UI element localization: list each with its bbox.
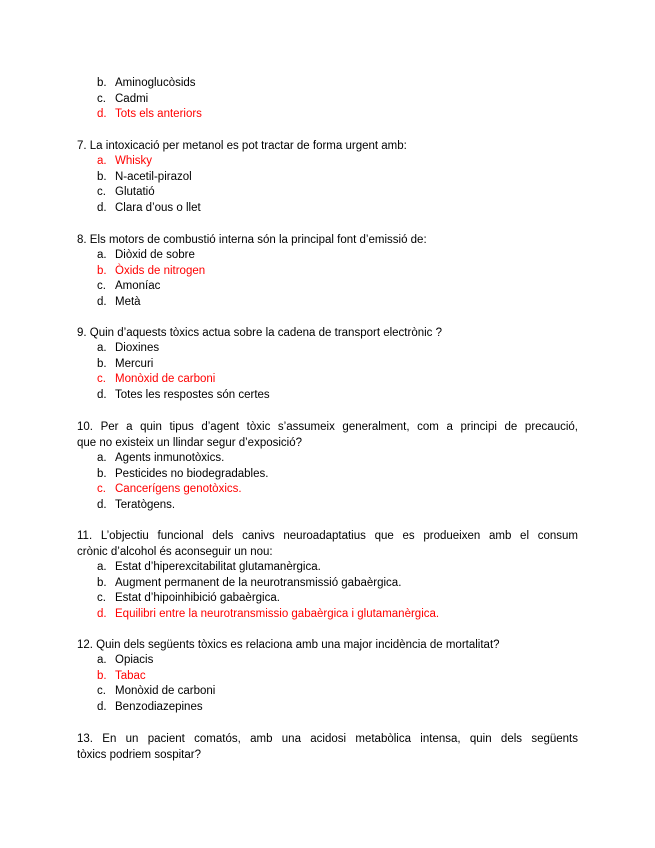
option-letter: a. xyxy=(97,452,107,464)
question-text-line-1: 11. L’objectiu funcional dels canivs neuroadaptatius que es produeixen amb el consum xyxy=(77,530,578,542)
option-text: Dioxines xyxy=(115,342,160,354)
option-c xyxy=(97,185,578,201)
option-text: Estat d’hiperexcitabilitat glutamanèrgica. xyxy=(115,561,321,573)
question-7 xyxy=(77,138,578,216)
option-text: Equilibri entre la neurotransmissio gabaèrgica i glutamanèrgica. xyxy=(115,607,440,620)
question-options xyxy=(97,653,578,715)
option-c xyxy=(97,92,577,108)
option-letter: d. xyxy=(97,700,107,713)
question-text-line-2: crònic d’alcohol és aconseguir un nou: xyxy=(77,546,273,558)
option-a xyxy=(97,248,578,264)
option-b xyxy=(97,576,578,592)
option-d xyxy=(97,498,578,514)
question-11 xyxy=(77,528,578,622)
previous-question-options xyxy=(97,76,577,123)
question-text: 12. Quin dels següents tòxics es relaciona amb una major incidència de mortalitat? xyxy=(77,639,500,651)
option-a xyxy=(97,560,578,576)
question-text-line-1: 10. Per a quin tipus d’agent tòxic s’assumeix generalment, com a principi de precaució, xyxy=(77,421,578,433)
question-9 xyxy=(77,325,578,403)
option-letter: d. xyxy=(97,607,107,620)
option-b-correct xyxy=(97,264,578,280)
option-text: Estat d’hipoinhibició gabaèrgica. xyxy=(115,592,280,605)
option-text: Augment permanent de la neurotransmissió gabaèrgica. xyxy=(115,576,402,589)
option-d xyxy=(97,700,578,716)
option-letter: d. xyxy=(97,388,107,401)
option-text: Tots els anteriors xyxy=(115,108,202,121)
option-letter: a. xyxy=(97,654,107,666)
question-options xyxy=(97,154,578,216)
option-c xyxy=(97,279,578,295)
option-d-correct xyxy=(97,107,577,123)
option-a xyxy=(97,653,578,669)
option-text: Teratògens. xyxy=(115,498,176,511)
option-text: Monòxid de carboni xyxy=(115,373,216,386)
option-letter: d. xyxy=(97,498,107,511)
question-text: 9. Quin d’aquests tòxics actua sobre la cadena de transport electrònic ? xyxy=(77,327,443,339)
question-options xyxy=(97,341,578,403)
option-letter: c. xyxy=(97,373,106,386)
option-c-correct xyxy=(97,372,578,388)
option-text: Cancerígens genotòxics. xyxy=(115,483,242,496)
question-8 xyxy=(77,232,578,310)
option-text: Tabac xyxy=(115,669,146,682)
option-text: Mercuri xyxy=(115,357,154,370)
option-letter: c. xyxy=(97,685,106,698)
question-text-line-1: 13. En un pacient comatós, amb una acidosi metabòlica intensa, quin dels següents xyxy=(77,733,578,745)
option-letter: b. xyxy=(97,77,107,89)
question-options xyxy=(97,560,578,622)
question-text-line-2: tòxics podriem sospitar? xyxy=(77,749,201,761)
option-text: Òxids de nitrogen xyxy=(115,264,206,277)
option-d xyxy=(97,388,578,404)
option-b xyxy=(97,170,578,186)
option-letter: b. xyxy=(97,264,107,277)
option-text: Metà xyxy=(115,295,141,308)
option-text: N-acetil-pirazol xyxy=(115,170,192,183)
option-text: Opiacis xyxy=(115,654,154,666)
option-letter: c. xyxy=(97,592,106,605)
option-d-correct xyxy=(97,607,578,623)
question-text: 7. La intoxicació per metanol es pot tractar de forma urgent amb: xyxy=(77,140,407,152)
option-letter: c. xyxy=(97,186,106,199)
option-text: Diòxid de sobre xyxy=(115,249,195,261)
option-letter: b. xyxy=(97,357,107,370)
option-b xyxy=(97,467,578,483)
option-letter: a. xyxy=(97,155,107,167)
option-a xyxy=(97,451,578,467)
option-letter: d. xyxy=(97,108,107,121)
option-letter: c. xyxy=(97,280,106,293)
option-letter: c. xyxy=(97,483,106,496)
option-c xyxy=(97,684,578,700)
option-text: Whisky xyxy=(115,155,153,167)
option-d xyxy=(97,201,578,217)
option-text: Cadmi xyxy=(115,92,149,105)
option-letter: a. xyxy=(97,342,107,354)
option-letter: d. xyxy=(97,201,107,214)
option-c xyxy=(97,591,578,607)
option-text: Monòxid de carboni xyxy=(115,685,216,698)
option-text: Glutatió xyxy=(115,186,155,199)
question-options xyxy=(97,248,578,310)
option-text: Amoníac xyxy=(115,280,161,293)
option-c-correct xyxy=(97,482,578,498)
question-text: 8. Els motors de combustió interna són la principal font d’emissió de: xyxy=(77,234,427,246)
option-b xyxy=(97,357,578,373)
option-text: Clara d’ous o llet xyxy=(115,201,201,214)
option-text: Pesticides no biodegradables. xyxy=(115,467,269,480)
option-d xyxy=(97,295,578,311)
question-options xyxy=(97,451,578,513)
option-letter: b. xyxy=(97,576,107,589)
question-13 xyxy=(77,731,578,763)
question-text-line-2: que no existeix un llindar segur d’exposició? xyxy=(77,437,303,449)
option-a xyxy=(97,341,578,357)
option-a-correct xyxy=(97,154,578,170)
option-letter: a. xyxy=(97,249,107,261)
option-letter: a. xyxy=(97,561,107,573)
option-letter: b. xyxy=(97,669,107,682)
option-text: Aminoglucòsids xyxy=(115,77,196,89)
option-letter: b. xyxy=(97,170,107,183)
option-b xyxy=(97,76,577,92)
option-letter: c. xyxy=(97,92,106,105)
option-letter: b. xyxy=(97,467,107,480)
question-10 xyxy=(77,419,578,513)
option-b-correct xyxy=(97,669,578,685)
option-letter: d. xyxy=(97,295,107,308)
option-text: Totes les respostes són certes xyxy=(115,388,270,401)
option-text: Agents inmunotòxics. xyxy=(115,452,225,464)
question-12 xyxy=(77,637,578,715)
option-text: Benzodiazepines xyxy=(115,700,203,713)
